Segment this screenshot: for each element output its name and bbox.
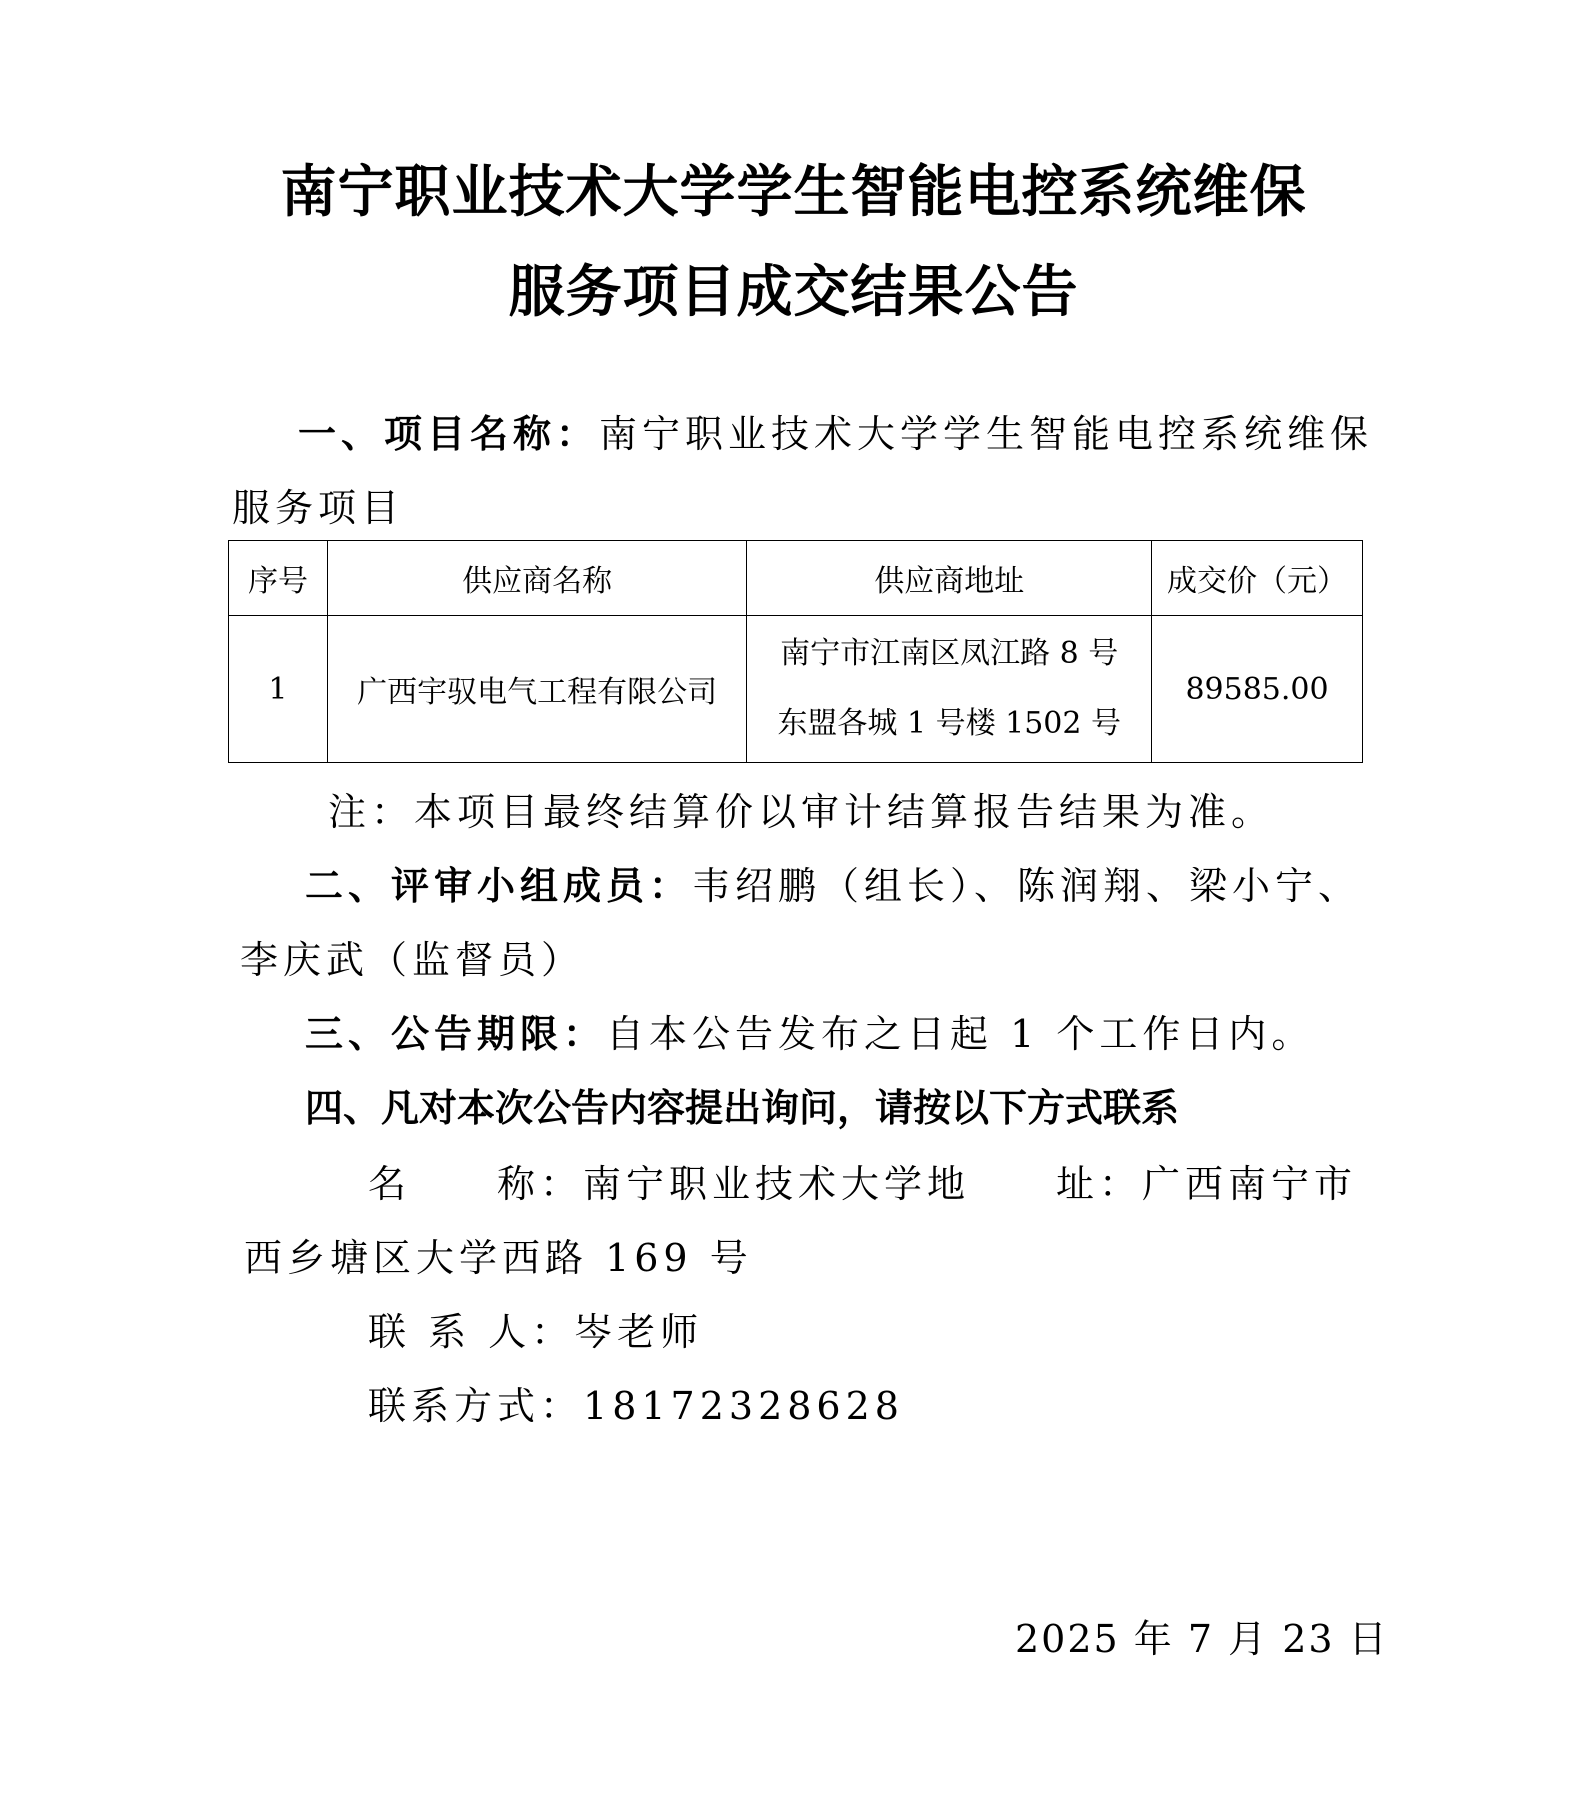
contact-name-value: 南宁职业技术大学	[583, 1162, 928, 1206]
page-title-line1: 南宁职业技术大学学生智能电控系统维保	[280, 160, 1307, 225]
section3-line	[305, 1010, 1314, 1058]
section1-line1	[298, 410, 1373, 458]
section4-heading: 四、凡对本次公告内容提出询问，请按以下方式联系	[305, 1086, 1180, 1130]
page-title-line2: 服务项目成交结果公告	[508, 260, 1079, 325]
cell-price: 89585.00	[1152, 616, 1363, 763]
supplier-table	[228, 540, 1363, 763]
contact-person-value: 岑老师	[574, 1310, 704, 1354]
contact-phone-value: 18172328628	[583, 1384, 904, 1428]
section2-value-line2: 李庆武（监督员）	[240, 938, 585, 982]
table-header-row	[229, 541, 1363, 616]
table-row	[229, 616, 1363, 763]
header-supplier-name: 供应商名称	[327, 541, 747, 616]
cell-no: 1	[229, 616, 328, 763]
contact-address-value-line1: 广西南宁市	[1142, 1162, 1358, 1206]
section1-value-line1: 南宁职业技术大学学生智能电控系统维保	[599, 412, 1374, 456]
address-line2: 东盟各城 1 号楼 1502 号	[777, 706, 1122, 741]
cell-supplier-address	[747, 616, 1152, 763]
section3-label: 三、公告期限：	[305, 1012, 607, 1056]
section3-value: 自本公告发布之日起 1 个工作日内。	[606, 1012, 1315, 1056]
section2-value-line1: 韦绍鹏（组长）、陈润翔、梁小宁、	[692, 864, 1362, 908]
contact-address-value-line2: 西乡塘区大学西路 169 号	[244, 1236, 753, 1280]
cell-supplier-name: 广西宇驭电气工程有限公司	[327, 616, 747, 763]
header-price: 成交价（元）	[1152, 541, 1363, 616]
header-supplier-address: 供应商地址	[747, 541, 1152, 616]
note-text: 注：本项目最终结算价以审计结算报告结果为准。	[328, 790, 1275, 834]
section2-label: 二、评审小组成员：	[305, 864, 693, 908]
contact-phone-row	[368, 1382, 904, 1430]
section2-line1	[305, 862, 1361, 910]
address-line1: 南宁市江南区凤江路 8 号	[780, 636, 1119, 671]
contact-name-row	[368, 1160, 1357, 1208]
section1-value-line2: 服务项目	[232, 486, 405, 530]
announcement-date: 2025 年 7 月 23 日	[1015, 1617, 1389, 1661]
contact-name-label: 名 称：	[368, 1162, 584, 1206]
section1-label: 一、项目名称：	[298, 412, 600, 456]
contact-address-label: 地 址：	[927, 1162, 1143, 1206]
contact-person-row	[368, 1308, 703, 1356]
header-no: 序号	[229, 541, 328, 616]
contact-person-label: 联 系 人：	[368, 1310, 575, 1354]
contact-phone-label: 联系方式：	[368, 1384, 584, 1428]
